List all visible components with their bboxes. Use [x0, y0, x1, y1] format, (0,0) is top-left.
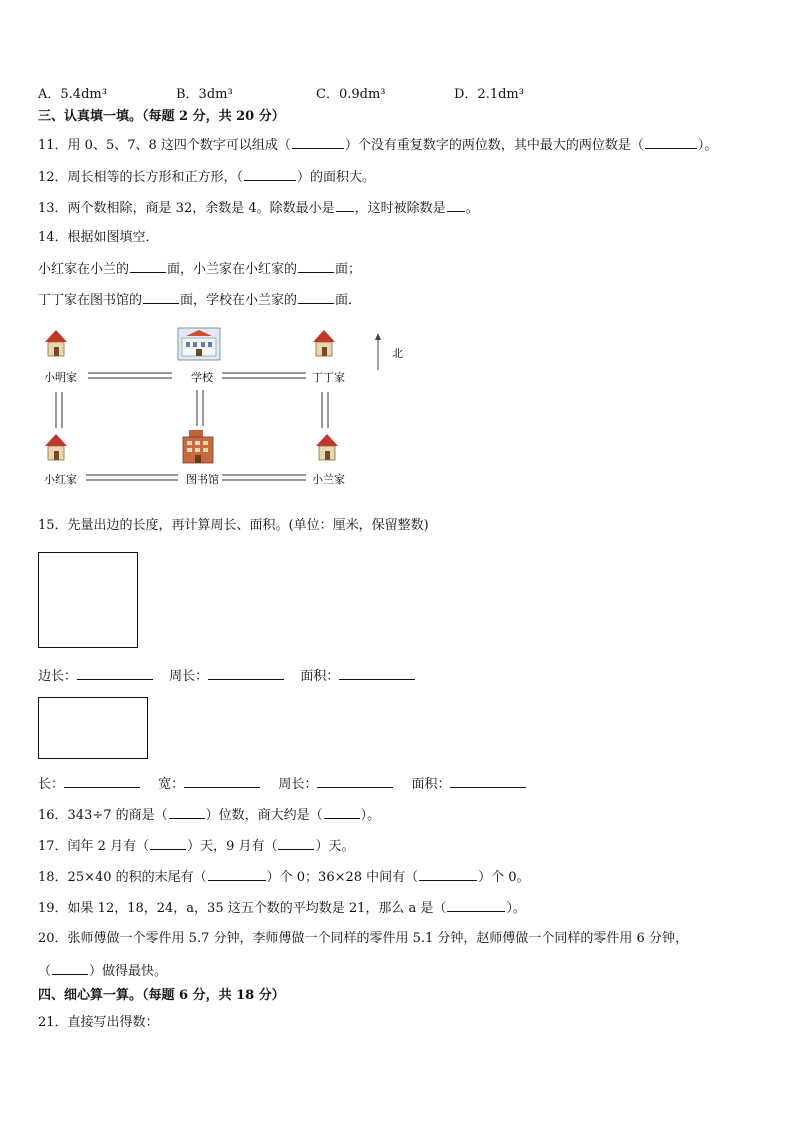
question-13: [38, 198, 479, 218]
area-label: 面积：: [300, 669, 340, 684]
label-xiaolan: 小兰家: [312, 473, 345, 486]
q16-text-b: ）位数，商大约是（: [205, 808, 323, 823]
choice-c: C．0.9dm³: [316, 87, 386, 102]
library-building-icon: [183, 430, 213, 463]
q17-blank-1[interactable]: [150, 836, 186, 850]
question-20-line-1: 20．张师傅做一个零件用 5.7 分钟，李师傅做一个同样的零件用 5.1 分钟，赵师傅做一个同样的零件用 6 分钟，: [38, 931, 688, 946]
perimeter-label: 周长：: [169, 669, 209, 684]
q18-text-c: ）个 0。: [478, 870, 530, 885]
q19-text-b: ）。: [506, 901, 526, 916]
q16-blank-2[interactable]: [324, 805, 360, 819]
q12-text-b: ）的面积大。: [297, 170, 376, 185]
q12-text-a: 12．周长相等的长方形和正方形，（: [38, 170, 244, 185]
q20-blank[interactable]: [52, 961, 88, 975]
question-14-line-1: [38, 259, 361, 279]
length-label: 长：: [38, 777, 65, 792]
q13-text-c: 。: [465, 201, 479, 216]
label-library: 图书馆: [186, 473, 219, 486]
question-12: [38, 167, 375, 187]
q11-blank-1[interactable]: [292, 135, 344, 149]
q16-blank-1[interactable]: [169, 805, 205, 819]
perimeter2-blank[interactable]: [317, 774, 393, 788]
q16-text-a: 16．343÷7 的商是（: [38, 808, 168, 823]
xiaohong-house-icon: [45, 434, 67, 460]
question-17: [38, 836, 355, 856]
label-xiaoming: 小明家: [44, 371, 77, 384]
q14-l2-a: 丁丁家在图书馆的: [38, 293, 143, 308]
q18-text-a: 18．25×40 的积的末尾有（: [38, 870, 207, 885]
q11-text-a: 11．用 0、5、7、8 这四个数字可以组成（: [38, 138, 291, 153]
map-roads: [56, 373, 328, 480]
question-21: 21．直接写出得数：: [38, 1015, 159, 1030]
q17-text-a: 17．闰年 2 月有（: [38, 839, 150, 854]
question-14-title: 14．根据如图填空．: [38, 230, 159, 245]
q14-l1-c: 面；: [335, 262, 362, 277]
side-blank[interactable]: [77, 666, 153, 680]
perimeter-blank[interactable]: [208, 666, 284, 680]
rectangle-answers: [38, 774, 526, 794]
q12-blank[interactable]: [244, 167, 296, 181]
label-dingding: 丁丁家: [312, 371, 345, 384]
q14-l2-c: 面．: [335, 293, 362, 308]
q20-text-c: ）做得最快。: [89, 964, 168, 979]
rectangle-figure: [38, 697, 148, 759]
question-18: [38, 867, 530, 887]
q13-text-a: 13．两个数相除，商是 32，余数是 4。除数最小是: [38, 201, 335, 216]
question-16: [38, 805, 380, 825]
perimeter2-label: 周长：: [278, 777, 318, 792]
map-diagram: [30, 322, 430, 497]
q14-blank-3[interactable]: [143, 290, 179, 304]
dingding-house-icon: [313, 330, 335, 356]
q13-text-b: ，这时被除数是: [354, 201, 446, 216]
area-blank[interactable]: [339, 666, 415, 680]
q17-blank-2[interactable]: [278, 836, 314, 850]
label-school: 学校: [191, 371, 213, 384]
q13-blank-2[interactable]: [447, 198, 465, 212]
choice-a: A．5.4dm³: [38, 87, 107, 102]
q11-blank-2[interactable]: [645, 135, 697, 149]
q14-blank-4[interactable]: [298, 290, 334, 304]
label-north: 北: [392, 347, 403, 360]
q11-text-c: ）。: [697, 138, 718, 153]
north-arrow-icon: [375, 333, 381, 370]
question-11: [38, 135, 717, 155]
xiaoming-house-icon: [45, 330, 67, 356]
section-3-heading: 三、认真填一填。（每题 2 分，共 20 分）: [38, 109, 285, 124]
xiaolan-house-icon: [316, 434, 338, 460]
q14-l2-b: 面，学校在小兰家的: [180, 293, 298, 308]
q14-l1-a: 小红家在小兰的: [38, 262, 130, 277]
q17-text-c: ）天。: [315, 839, 355, 854]
question-19: [38, 898, 526, 918]
section-4-heading: 四、细心算一算。（每题 6 分，共 18 分）: [38, 988, 285, 1003]
q20-text-b: （: [38, 964, 52, 979]
q18-blank-1[interactable]: [208, 867, 266, 881]
area2-label: 面积：: [411, 777, 451, 792]
width-blank[interactable]: [184, 774, 260, 788]
area2-blank[interactable]: [450, 774, 526, 788]
question-20-line-2: [38, 961, 167, 981]
q19-text-a: 19．如果 12，18，24，a，35 这五个数的平均数是 21，那么 a 是（: [38, 901, 447, 916]
q11-text-b: ）个没有重复数字的两位数，其中最大的两位数是（: [344, 138, 644, 153]
q13-blank-1[interactable]: [336, 198, 354, 212]
length-blank[interactable]: [64, 774, 140, 788]
q16-text-c: ）。: [360, 808, 381, 823]
question-14-line-2: [38, 290, 361, 310]
q19-blank[interactable]: [447, 898, 505, 912]
q14-blank-2[interactable]: [298, 259, 334, 273]
q14-blank-1[interactable]: [130, 259, 166, 273]
school-building-icon: [178, 328, 220, 360]
q17-text-b: ）天，9 月有（: [187, 839, 278, 854]
q18-text-b: ）个 0；36×28 中间有（: [266, 870, 419, 885]
side-label: 边长：: [38, 669, 78, 684]
choice-b: B．3dm³: [176, 87, 233, 102]
width-label: 宽：: [158, 777, 185, 792]
question-15-title: 15．先量出边的长度，再计算周长、面积。(单位：厘米，保留整数): [38, 518, 429, 533]
choice-d: D．2.1dm³: [454, 87, 524, 102]
q14-l1-b: 面，小兰家在小红家的: [167, 262, 298, 277]
q18-blank-2[interactable]: [419, 867, 477, 881]
square-figure: [38, 552, 138, 648]
square-answers: [38, 666, 415, 686]
label-xiaohong: 小红家: [44, 473, 77, 486]
